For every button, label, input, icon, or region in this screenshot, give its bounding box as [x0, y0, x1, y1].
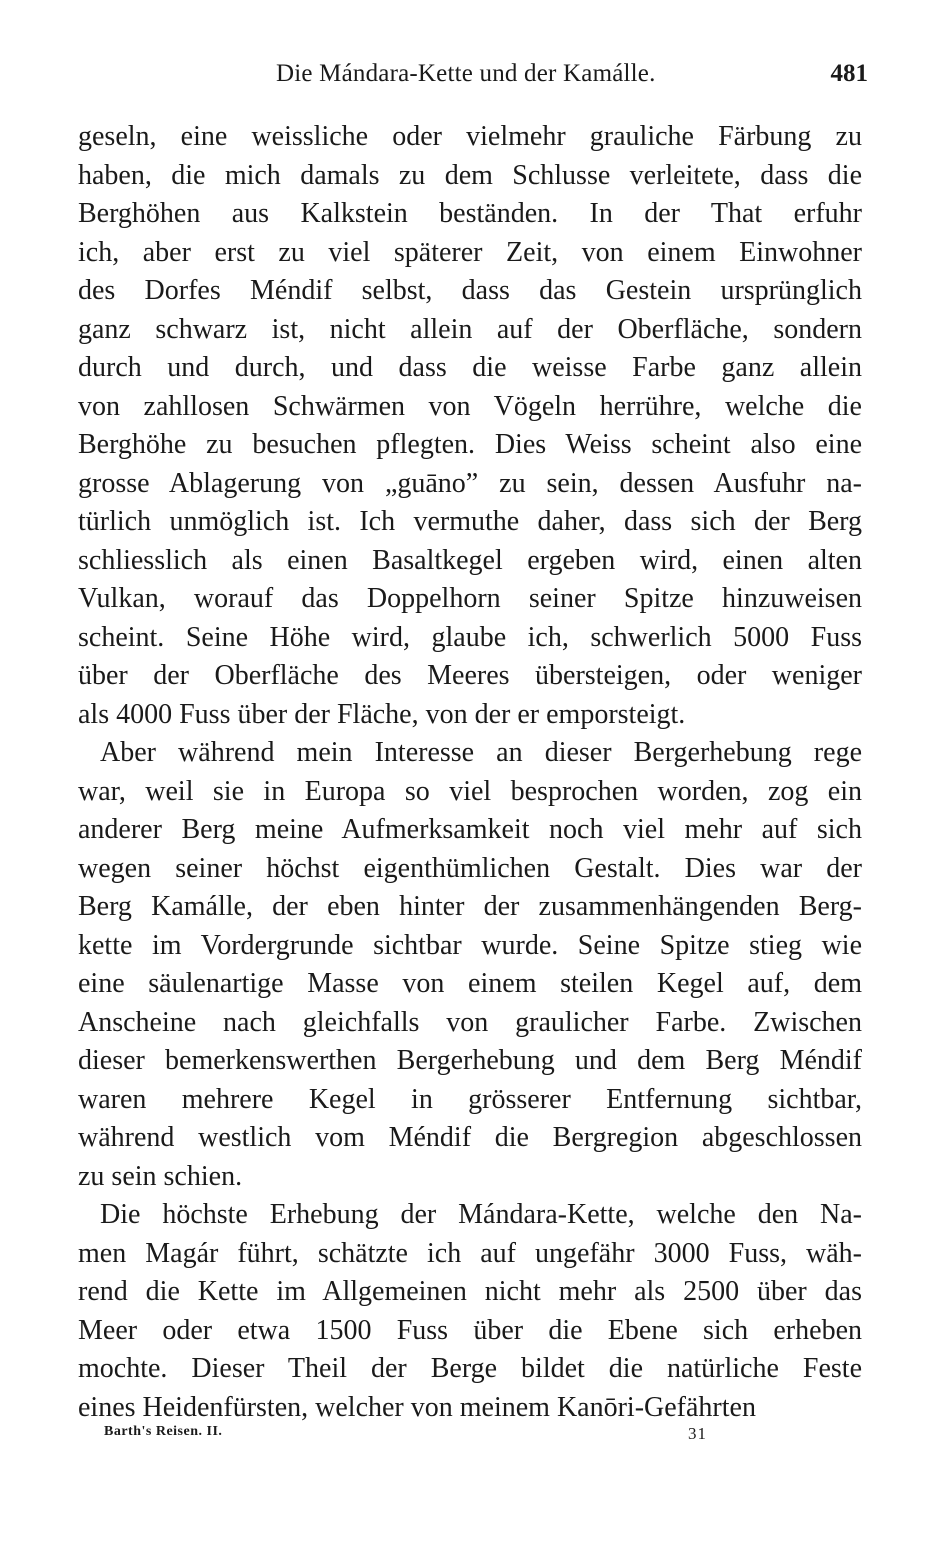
- text-line: ich, aber erst zu viel späterer Zeit, von einem Einwohner: [78, 236, 862, 268]
- text-line: durch und durch, und dass die weisse Farbe ganz allein: [78, 352, 862, 383]
- text-line: grosse Ablagerung von „guāno” zu sein, dessen Ausfuhr na-: [78, 467, 862, 499]
- text-line: eines Heidenfürsten, welcher von meinem Kanōri-Gefährten: [78, 1391, 756, 1423]
- text-line: Berghöhe zu besuchen pflegten. Dies Weiss scheint also eine: [78, 429, 862, 460]
- text-line: kette im Vordergrunde sichtbar wurde. Seine Spitze stieg wie: [78, 929, 862, 961]
- running-title: Die Mándara-Kette und der Kamálle.: [276, 60, 656, 87]
- paragraph: [78, 1196, 862, 1427]
- text-line: anderer Berg meine Aufmerksamkeit noch viel mehr auf sich: [78, 814, 862, 845]
- text-line: wegen seiner höchst eigenthümlichen Gestalt. Dies war der: [78, 852, 862, 884]
- text-line: Die höchste Erhebung der Mándara-Kette, welche den Na-: [100, 1199, 862, 1230]
- text-line: dieser bemerkenswerthen Bergerhebung und dem Berg Méndif: [78, 1045, 862, 1076]
- text-line: schliesslich als einen Basaltkegel ergeben wird, einen alten: [78, 544, 862, 576]
- text-line: als 4000 Fuss über der Fläche, von der er emporsteigt.: [78, 698, 686, 730]
- body-text: [78, 118, 862, 1427]
- text-line: des Dorfes Méndif selbst, dass das Gestein ursprünglich: [78, 275, 862, 306]
- text-line: von zahllosen Schwärmen von Vögeln herrühre, welche die: [78, 390, 862, 422]
- text-line: eine säulenartige Masse von einem steilen Kegel auf, dem: [78, 968, 862, 999]
- printer-signature: Barth's Reisen. II.: [104, 1424, 223, 1439]
- text-line: waren mehrere Kegel in grösserer Entfernung sichtbar,: [78, 1083, 862, 1115]
- paragraph: [78, 734, 862, 1196]
- text-line: Berg Kamálle, der eben hinter der zusammenhängenden Berg-: [78, 891, 862, 922]
- page-number: 481: [830, 60, 868, 87]
- text-line: zu sein schien.: [78, 1160, 243, 1192]
- text-line: Aber während mein Interesse an dieser Bergerhebung rege: [100, 737, 862, 768]
- text-line: geseln, eine weissliche oder vielmehr grauliche Färbung zu: [78, 121, 862, 152]
- text-line: scheint. Seine Höhe wird, glaube ich, schwerlich 5000 Fuss: [78, 621, 862, 653]
- text-line: war, weil sie in Europa so viel besprochen worden, zog ein: [78, 775, 862, 807]
- text-line: haben, die mich damals zu dem Schlusse verleitete, dass die: [78, 159, 862, 191]
- text-line: Meer oder etwa 1500 Fuss über die Ebene sich erheben: [78, 1314, 862, 1346]
- text-line: während westlich vom Méndif die Bergregion abgeschlossen: [78, 1122, 862, 1153]
- text-line: mochte. Dieser Theil der Berge bildet die natürliche Feste: [78, 1353, 862, 1384]
- text-line: ganz schwarz ist, nicht allein auf der Oberfläche, sondern: [78, 313, 862, 345]
- text-line: men Magár führt, schätzte ich auf ungefähr 3000 Fuss, wäh-: [78, 1237, 862, 1269]
- sheet-number: 31: [688, 1424, 707, 1443]
- text-line: rend die Kette im Allgemeinen nicht mehr als 2500 über das: [78, 1276, 862, 1307]
- text-line: Anscheine nach gleichfalls von graulicher Farbe. Zwischen: [78, 1006, 862, 1038]
- text-line: Vulkan, worauf das Doppelhorn seiner Spitze hinzuweisen: [78, 583, 862, 614]
- text-line: über der Oberfläche des Meeres übersteigen, oder weniger: [78, 660, 862, 691]
- paragraph: [78, 118, 862, 734]
- text-line: Berghöhen aus Kalkstein beständen. In der That erfuhr: [78, 198, 862, 229]
- page-footer: [104, 1424, 724, 1454]
- running-head: [78, 60, 868, 100]
- text-line: türlich unmöglich ist. Ich vermuthe daher, dass sich der Berg: [78, 506, 862, 537]
